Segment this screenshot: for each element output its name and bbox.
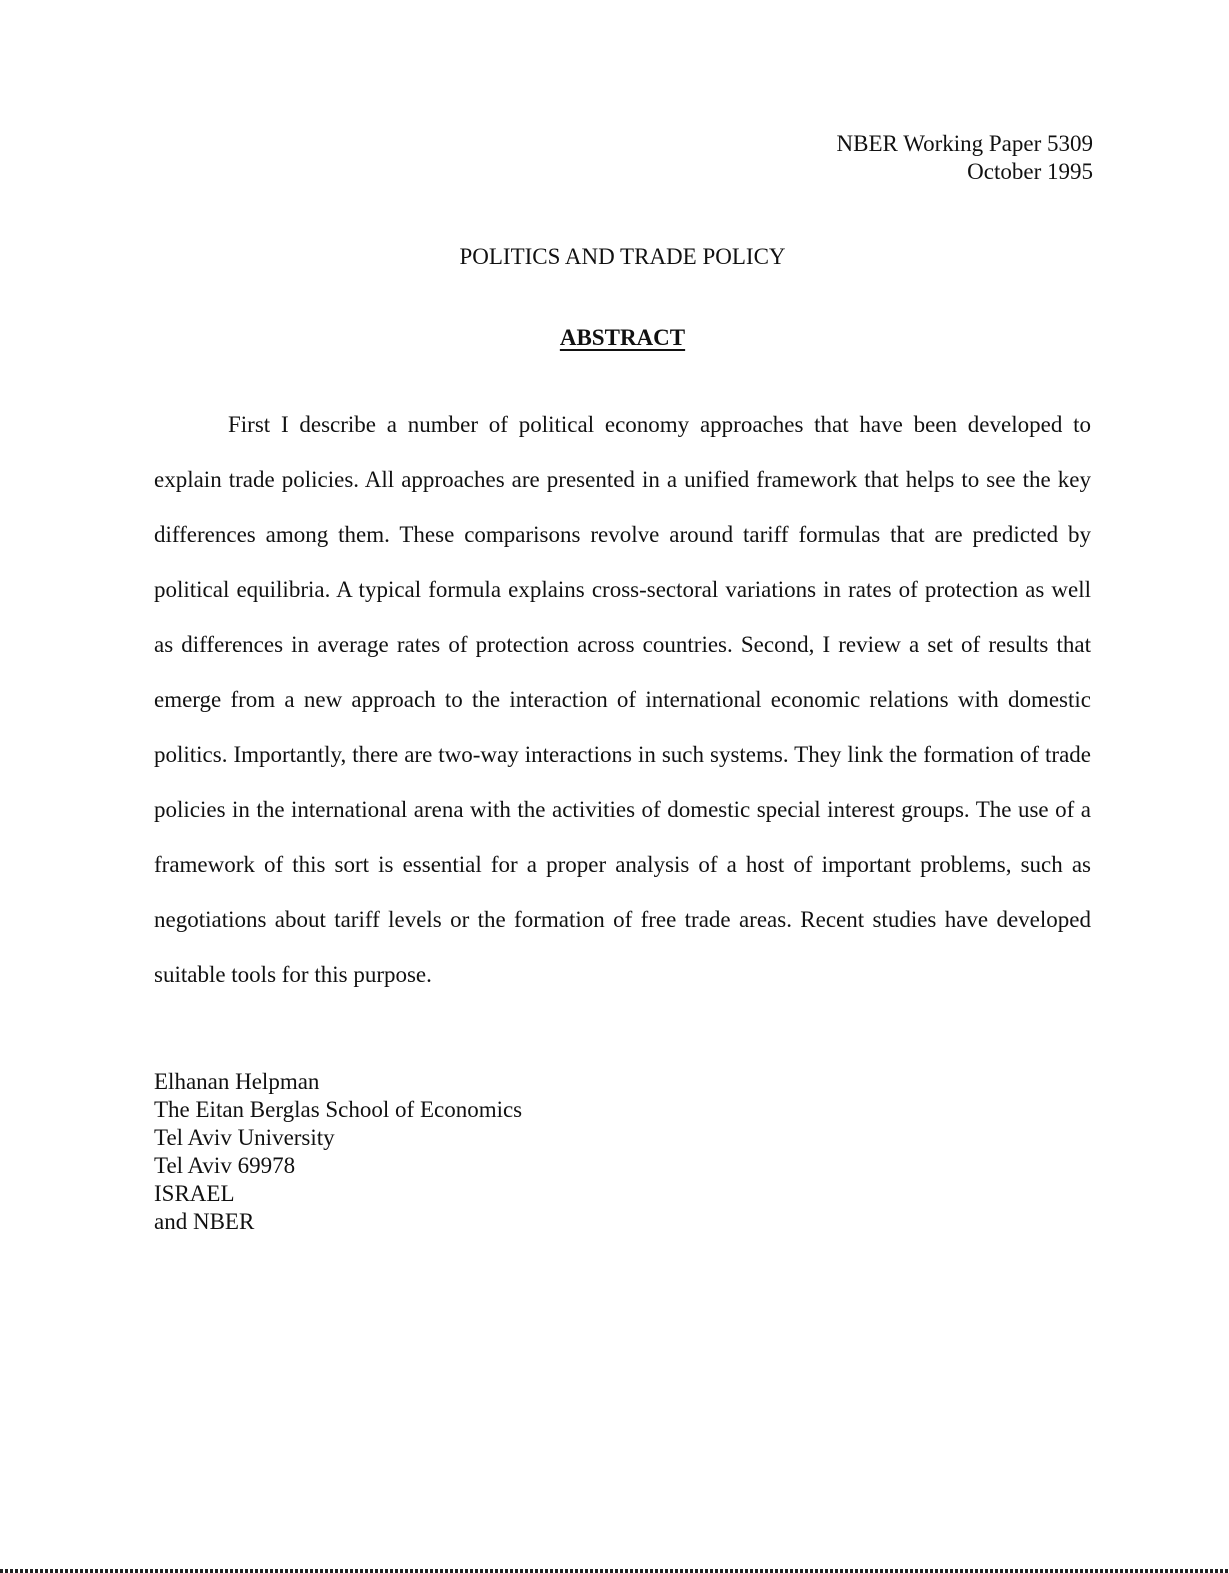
author-name: Elhanan Helpman (154, 1069, 320, 1094)
scan-edge-border (0, 1569, 1229, 1573)
paper-date: October 1995 (967, 159, 1093, 184)
working-paper-number: NBER Working Paper 5309 (836, 131, 1093, 156)
paper-header (837, 130, 1093, 186)
author-block (154, 1068, 522, 1236)
abstract-body: First I describe a number of political economy approaches that have been developed to explain trade policies. All approaches are presented in a unified framework that helps to see the key differences among them. These comparisons revolve around tariff formulas that are predicted by political equilibria. A typical formula explains cross-sectoral variations in rates of protection as well as differences in average rates of protection across countries. Second, I review a set of results that emerge from a new approach to the interaction of international economic relations with domestic politics. Importantly, there are two-way interactions in such systems. They link the formation of trade policies in the international arena with the activities of domestic special interest groups. The use of a framework of this sort is essential for a proper analysis of a host of important problems, such as negotiations about tariff levels or the formation of free trade areas. Recent studies have developed suitable tools for this purpose. (154, 412, 1091, 987)
author-address-line: The Eitan Berglas School of Economics (154, 1097, 523, 1122)
author-address-line: Tel Aviv University (154, 1125, 335, 1150)
author-address-line: ISRAEL (154, 1181, 235, 1206)
author-address-line: and NBER (154, 1209, 255, 1234)
abstract-heading: ABSTRACT (559, 325, 686, 350)
author-address-line: Tel Aviv 69978 (154, 1153, 296, 1178)
paper-title: POLITICS AND TRADE POLICY (459, 244, 786, 269)
